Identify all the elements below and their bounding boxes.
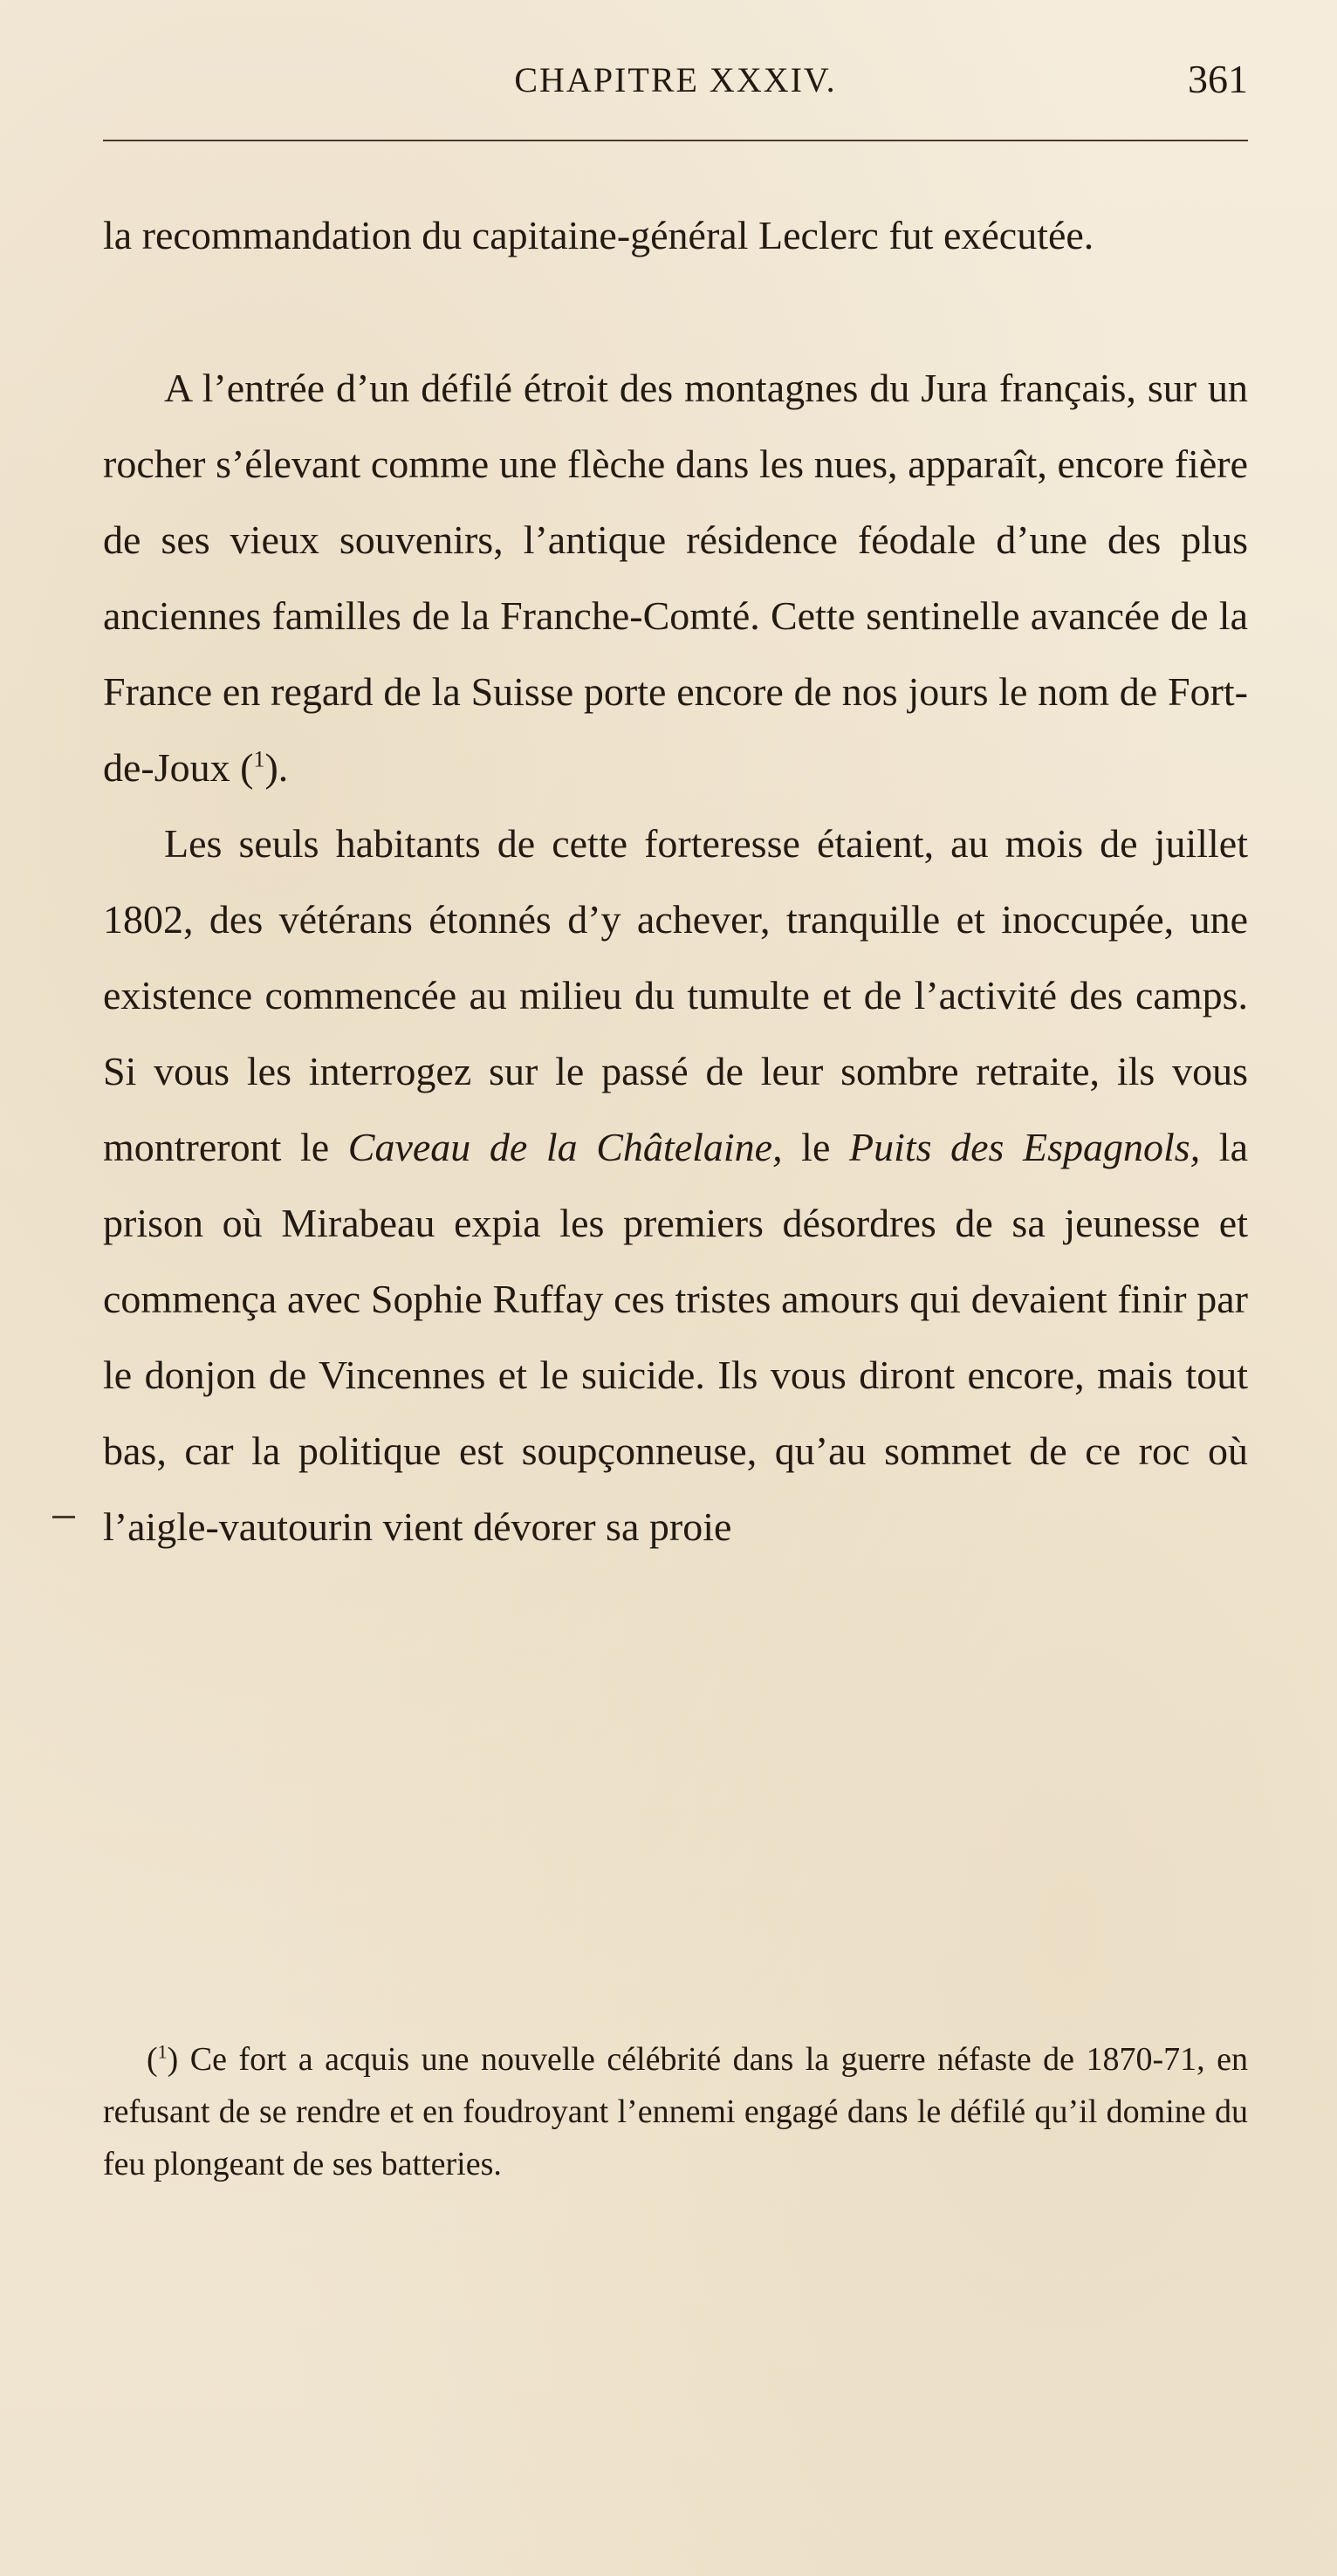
footnote-reference[interactable]: 1 [253, 746, 265, 772]
paragraph-text: Les seuls habitants de cette forteresse étaient, au mois de juillet 1802, des vétérans étonnés d’y achever, tranquille et inoccupée, une existence commencée au milieu du tumulte et de l’activité des camps. Si vous les interrogez sur le passé de leur sombre retraite, ils vous montreront le [103, 821, 1248, 1169]
running-title: CHAPITRE XXXIV. [514, 60, 837, 99]
paragraph-text: le [782, 1125, 849, 1169]
header-rule [103, 140, 1248, 141]
paragraph-text: la recommandation du capitaine-général Leclerc fut exécutée. [103, 213, 1094, 257]
paragraph-text-end: ). [264, 745, 289, 790]
paragraph-text: A l’entrée d’un défilé étroit des montagnes du Jura français, sur un rocher s’élevant comme une flèche dans les nues, apparaît, encore fière de ses vieux souvenirs, l’antique résidence féodale d’une des plus anciennes familles de la Franche-Comté. Cette sentinelle avancée de la France en regard de la Suisse porte encore de nos jours le nom de Fort-de-Joux ( [103, 366, 1248, 790]
margin-mark [52, 1516, 75, 1518]
page-number: 361 [1188, 57, 1248, 101]
italic-puits: Puits des Espagnols, [848, 1125, 1201, 1169]
page-header [103, 56, 1248, 117]
paragraph-continuation [103, 197, 1248, 273]
main-text [103, 197, 1248, 1565]
footnote: ($^1$) Ce fort a acquis une nouvelle célébrité dans la guerre néfaste de 1870-71, en refusant de se rendre et en foudroyant l’ennemi engagé dans le défilé qu’il domine du feu plongeant de ses batteries. [103, 2040, 1248, 2182]
paragraph-text: la prison où Mirabeau expia les premiers désordres de sa jeunesse et commença avec Sophie Ruffay ces tristes amours qui devaient finir par le donjon de Vincennes et le suicide. Ils vous diront encore, mais tout bas, car la politique est soupçonneuse, qu’au sommet de ce roc où l’aigle-vautourin vient dévorer sa proie [103, 1125, 1248, 1549]
footnote-text: Ce fort a acquis une nouvelle célébrité dans la guerre néfaste de 1870-71, en refusant de se rendre et en foudroyant l’ennemi engagé dans le défilé qu’il domine du feu plongeant de ses batteries. [103, 2041, 1248, 2182]
paragraph-veterans [103, 805, 1248, 1565]
italic-caveau: Caveau de la Châtelaine, [347, 1125, 783, 1169]
paragraph-fort-de-joux [103, 350, 1248, 805]
footnote-marker: 1 [157, 2040, 168, 2063]
